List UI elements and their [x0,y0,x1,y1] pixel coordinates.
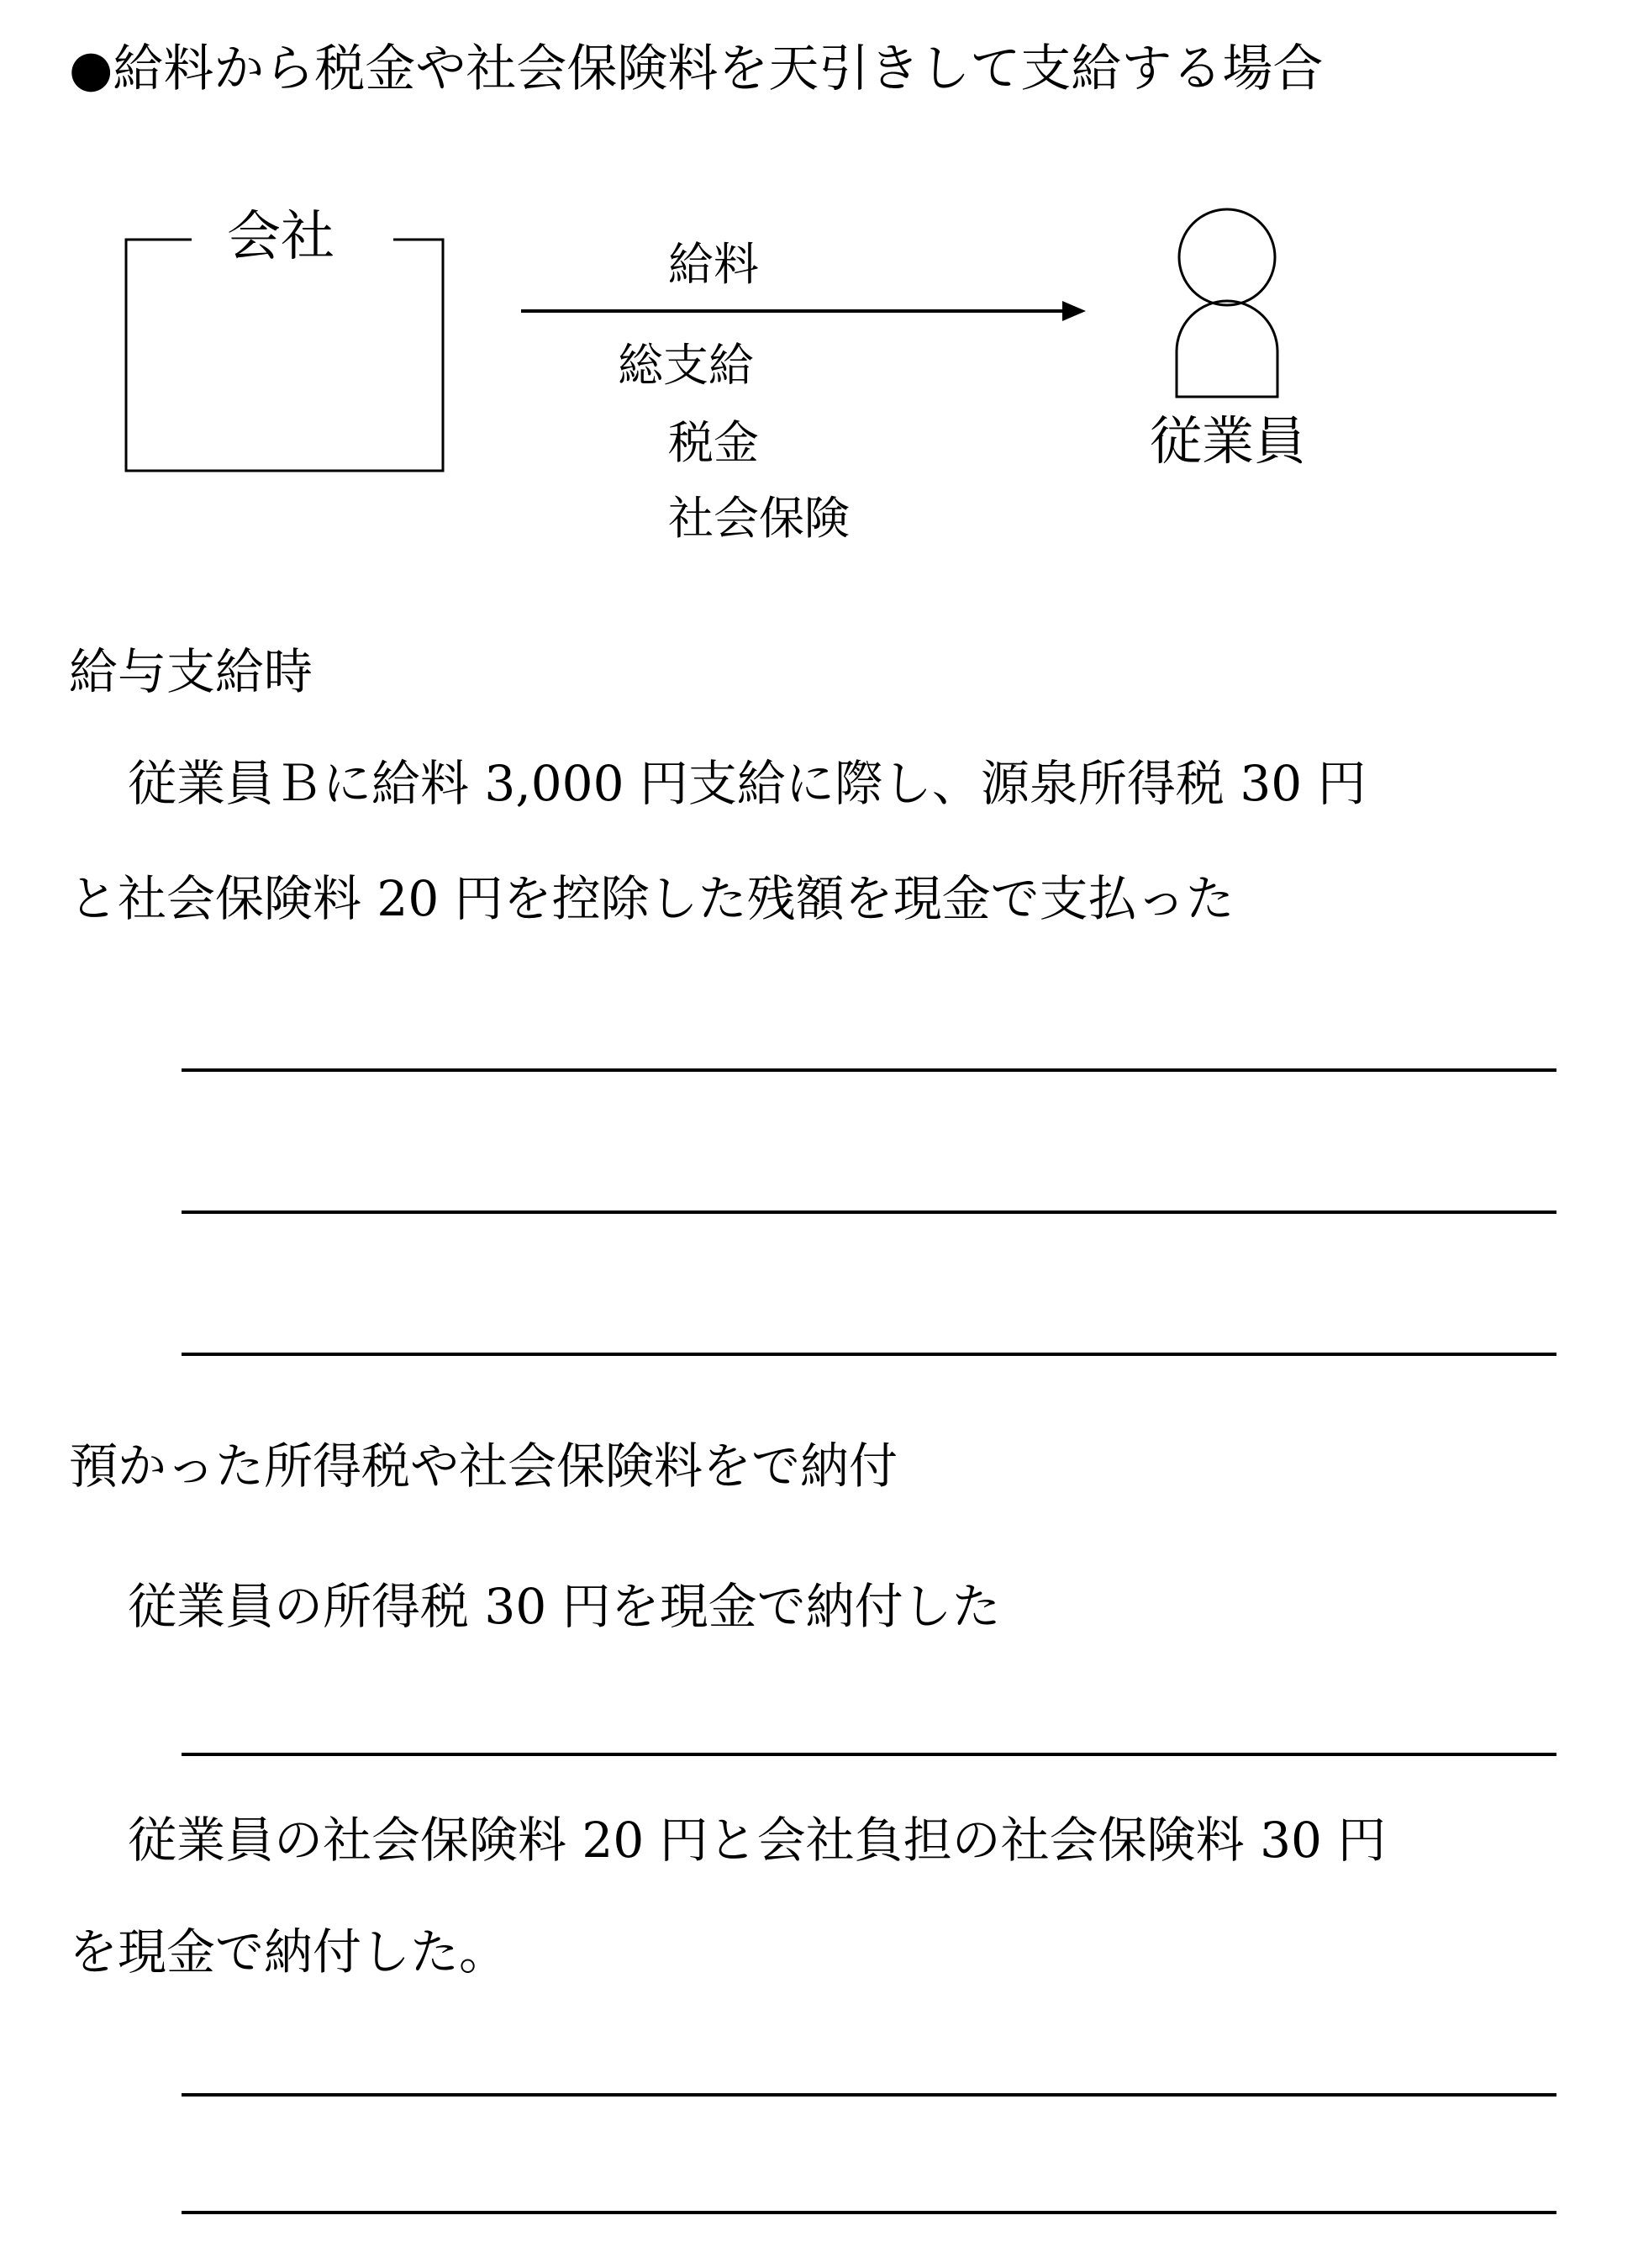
employee-label: 従業員 [1150,410,1307,472]
answer-line[interactable] [182,2093,1556,2097]
page-heading: ●給料から税金や社会保険料を天引きして支給する場合 [69,40,1324,98]
section1-text-line1: 従業員Ｂに給料 3,000 円支給に際し、源泉所得税 30 円 [128,755,1367,812]
company-box [126,240,443,471]
answer-line[interactable] [182,2211,1556,2214]
section1-title: 給与支給時 [69,643,313,700]
section2-title: 預かった所得税や社会保険料をで納付 [69,1437,898,1495]
company-label: 会社 [227,206,334,268]
person-icon [1177,209,1277,397]
deduction-social-insurance: 社会保険 [668,492,850,545]
answer-line[interactable] [182,1353,1556,1356]
arrow-right-icon [521,301,1086,321]
section2-question1: 従業員の所得税 30 円を現金で納付した [128,1578,1001,1635]
deduction-tax: 税金 [668,416,759,469]
section2-question2-line1: 従業員の社会保険料 20 円と会社負担の社会保険料 30 円 [128,1812,1387,1869]
section1-text-line2: と社会保険料 20 円を控除した残額を現金で支払った [69,870,1235,927]
answer-line[interactable] [182,1210,1556,1214]
deduction-gross: 総支給 [618,339,754,392]
arrow-label: 給料 [668,238,759,291]
section2-question2-line2: を現金で納付した。 [69,1923,508,1981]
answer-line[interactable] [182,1753,1556,1756]
answer-line[interactable] [182,1068,1556,1072]
